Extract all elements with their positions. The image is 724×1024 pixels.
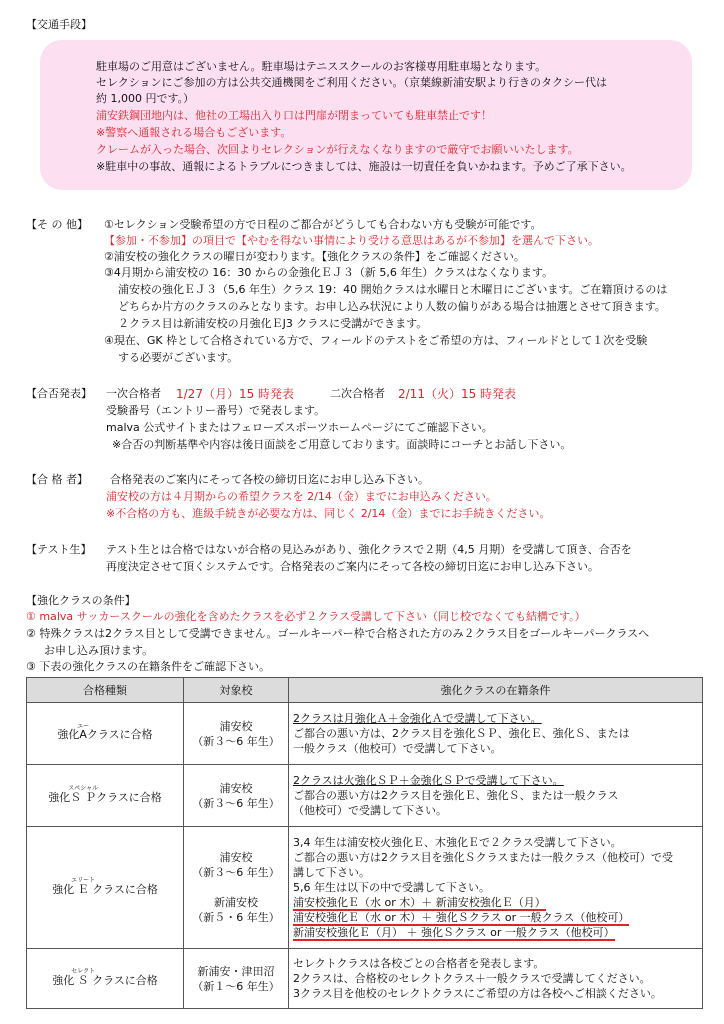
class-conditions-table	[26, 677, 703, 1009]
condition-item-2-cont: お申し込み頂けます。	[44, 644, 154, 657]
results-label: 【合否発表】	[26, 387, 92, 400]
condition-cell: セレクトクラスは各校ごとの合格者を発表します。 2クラスは、合格校のセレクトクラス＋一般クラスで受講してください。 3クラス目を他校のセレクトクラスにご希望の方は各校へご相談ください。	[289, 949, 703, 1009]
transport-line: 駐車場のご用意はございません。駐車場はテニススクールのお客様専用駐車場となります。	[96, 60, 547, 73]
second-round-label: 二次合格者	[330, 387, 385, 400]
other-line: する必要がございます。	[118, 351, 239, 364]
test-student-label: 【テスト生】	[26, 543, 92, 556]
other-label: 【そ の 他】	[26, 218, 88, 231]
other-line: ②浦安校の強化クラスの曜日が変わります。【強化クラスの条件】をご確認ください。	[104, 250, 525, 263]
pass-type-cell: 強化Ｅエリートクラスに合格	[27, 827, 184, 949]
other-line: どちらか片方のクラスのみとなります。お申し込み状況により人数の偏りがある場合は抽選とさせて頂きます。	[118, 300, 666, 313]
condition-cell: 2クラスは月強化Ａ＋金強化Ａで受講して下さい。 ご都合の悪い方は、2クラス目を強化ＳＰ、強化Ｅ、強化Ｓ、または 一般クラス（他校可）で受講して下さい。	[289, 703, 703, 765]
transport-line-warning: 浦安鉄鋼団地内は、他社の工場出入り口は門扉が閉まっていても駐車禁止です！	[96, 109, 492, 122]
test-student-line: 再度決定させて頂くシステムです。合格発表のご案内にそって各校の締切日迄にお申し込み下さい。	[106, 560, 600, 573]
condition-item-2: ② 特殊クラスは2クラス目として受講できません。ゴールキーパー枠で合格された方のみ２クラス目をゴールキーパークラスへ	[26, 627, 650, 640]
pass-type-cell: 強化Ｓセレクトクラスに合格	[27, 949, 184, 1009]
condition-item-3: ③ 下表の強化クラスの在籍条件をご確認下さい。	[26, 660, 271, 673]
transport-line-warning: ※警察へ通報される場合もございます。	[96, 126, 292, 139]
conditions-heading: 【強化クラスの条件】	[26, 594, 136, 607]
column-header: 合格種類	[27, 678, 184, 703]
other-line: ③4月期から浦安校の 16：30 からの金強化ＥＪ３（新 5,6 年生）クラスはなくなります。	[104, 266, 554, 279]
passers-line-warning: 浦安校の方は４月期からの希望クラスを 2/14（金）までにお申込みください。	[106, 490, 497, 503]
column-header: 強化クラスの在籍条件	[289, 678, 703, 703]
table-row	[27, 827, 703, 949]
table-row	[27, 949, 703, 1009]
other-line: ２クラス目は新浦安校の月強化ＥJ3 クラスに受講ができます。	[118, 317, 428, 330]
passers-label: 【合 格 者】	[26, 473, 88, 486]
first-round-label: 一次合格者	[106, 387, 161, 400]
transport-line-warning: クレームが入った場合、次回よりセレクションが行えなくなりますので厳守でお願いいたします。	[96, 143, 579, 156]
column-header: 対象校	[184, 678, 289, 703]
school-cell: 浦安校 （新３～6 年生） 新浦安校 （新５・6 年生）	[184, 827, 289, 949]
test-student-line: テスト生とは合格ではないが合格の見込みがあり、強化クラスで２期（4,5 月期）を受講して頂き、合否を	[106, 543, 632, 556]
school-cell: 浦安校 （新３～6 年生）	[184, 703, 289, 765]
passers-line-warning: ※不合格の方も、進級手続きが必要な方は、同じく 2/14（金）までにお手続きください。	[106, 507, 551, 520]
condition-cell: 3,4 年生は浦安校火強化Ｅ、木強化Ｅで２クラス受講して下さい。 ご都合の悪い方は2クラス目を強化Ｓクラスまたは一般クラス（他校可）で受 講して下さい。 5,6 年生は以下の中で受講して下さい。 浦安校強化Ｅ（水 or 木）＋ 新浦安校強化Ｅ（月） 浦安校強化Ｅ（水 or 木）＋ 強化Ｓクラス or 一般クラス（他校可） 新浦安校強化Ｅ（月） ＋ 強化Ｓクラス or 一般クラス（他校可）	[289, 827, 703, 949]
results-line: ※合否の判断基準や内容は後日面談をご用意しております。面談時にコーチとお話し下さい。	[112, 438, 572, 451]
pass-type-cell: 強化Aエークラスに合格	[27, 703, 184, 765]
school-cell: 浦安校 （新３～6 年生）	[184, 765, 289, 827]
other-line-warning: 【参加・不参加】の項目で【やむを得ない事情により受ける意思はあるが不参加】を選んで下さい。	[104, 234, 599, 247]
condition-item-1: ① malva サッカースクールの強化を含めたクラスを必ず２クラス受講して下さい（同じ校でなくても結構です。）	[26, 610, 586, 623]
results-line: 受験番号（エントリー番号）で発表します。	[106, 404, 326, 417]
results-line: malva 公式サイトまたはフェローズスポーツホームページにてご確認下さい。	[106, 421, 493, 434]
transport-line: 約 1,000 円です。）	[96, 92, 195, 105]
transport-line: セレクションにご参加の方は公共交通機関をご利用ください。（京葉線新浦安駅より行きのタクシー代は	[96, 76, 608, 89]
transport-heading: 【交通手段】	[26, 18, 92, 31]
pass-type-cell: 強化ＳＰスペシャルクラスに合格	[27, 765, 184, 827]
transport-line: ※駐車中の事故、通報によるトラブルにつきましては、施設は一切責任を負いかねます。予めご了承下さい。	[96, 160, 632, 173]
table-header-row	[27, 678, 703, 703]
other-line: 浦安校の強化ＥＪ３（5,6 年生）クラス 19：40 開始クラスは水曜日と木曜日にございます。ご在籍頂けるのは	[118, 283, 668, 296]
other-line: ①セレクション受験希望の方で日程のご都合がどうしても合わない方も受験が可能です。	[104, 218, 542, 231]
first-round-date: 1/27（月）15 時発表	[176, 387, 295, 401]
table-row	[27, 703, 703, 765]
table-row	[27, 765, 703, 827]
school-cell: 新浦安・津田沼 （新１～6 年生）	[184, 949, 289, 1009]
second-round-date: 2/11（火）15 時発表	[398, 387, 517, 401]
passers-line: 合格発表のご案内にそって各校の締切日迄にお申し込み下さい。	[110, 473, 429, 486]
condition-cell: 2クラスは火強化ＳＰ＋金強化ＳＰで受講して下さい。 ご都合の悪い方は2クラス目を強化Ｅ、強化Ｓ、または一般クラス （他校可）で受講して下さい。	[289, 765, 703, 827]
other-line: ④現在、GK 枠として合格されている方で、フィールドのテストをご希望の方は、フィールドとして１次を受験	[104, 334, 648, 347]
